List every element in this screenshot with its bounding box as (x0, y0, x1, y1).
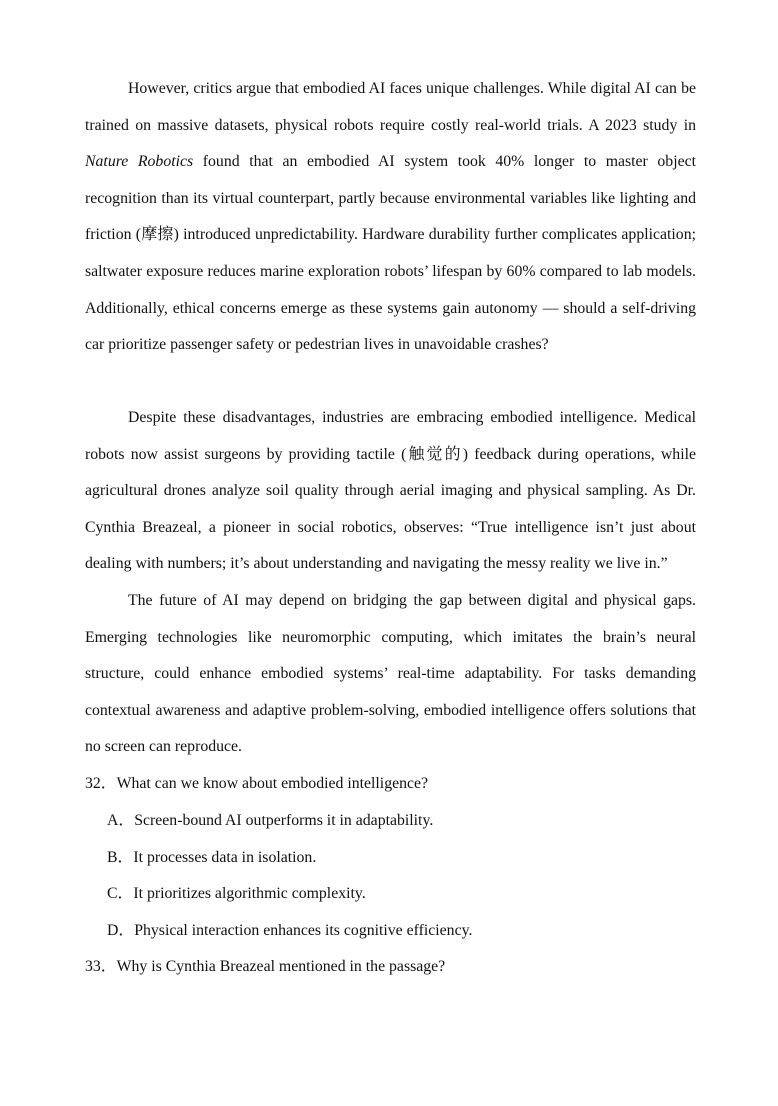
question-33-number: 33． (85, 958, 117, 975)
question-33-text: Why is Cynthia Breazeal mentioned in the passage? (116, 958, 446, 975)
option-a-letter: A． (107, 812, 135, 829)
question-33 (85, 949, 696, 986)
option-c[interactable] (107, 876, 472, 913)
option-a-text: Screen-bound AI outperforms it in adaptability. (134, 812, 434, 829)
question-32-text: What can we know about embodied intelligence? (116, 775, 429, 792)
option-b-letter: B． (107, 848, 134, 866)
option-b[interactable] (107, 840, 472, 877)
option-c-text: It prioritizes algorithmic complexity. (133, 885, 366, 903)
option-d[interactable] (107, 913, 472, 950)
question-32-number: 32． (85, 775, 117, 792)
option-d-text: Physical interaction enhances its cognitive efficiency. (134, 921, 473, 939)
paragraph-challenges (85, 71, 696, 364)
paragraph-challenges-text-end: found that an embodied AI system took 40% longer to master object recognition than its virtual counterpart, partly because environmental variables like lighting and friction (摩擦) introduced unpredictability. Hardware durability further complicates application; saltwater exposure reduces marine exploration robots’ lifespan by 60% compared to lab models. Additionally, ethical concerns emerge as these systems gain autonomy — should a self-driving car prioritize passenger safety or pedestrian lives in unavoidable crashes? (85, 153, 697, 354)
option-d-letter: D． (107, 921, 135, 939)
paragraph-challenges-text-start: However, critics argue that embodied AI faces unique challenges. While digital AI can be trained on massive datasets, physical robots require costly real-world trials. A 2023 study in (85, 80, 696, 134)
option-c-letter: C． (107, 885, 134, 903)
paragraph-future: The future of AI may depend on bridging the gap between digital and physical gaps. Emerging technologies like neuromorphic computing, which imitates the brain’s neural structure, could enhance embodied systems’ real-time adaptability. For tasks demanding contextual awareness and adaptive problem-solving, embodied intelligence offers solutions that no screen can reproduce. (85, 592, 696, 756)
paragraph-industries: Despite these disadvantages, industries are embracing embodied intelligence. Medical robots now assist surgeons by providing tactile (触觉的) feedback during operations, while agricultural drones analyze soil quality through aerial imaging and physical sampling. As Dr. Cynthia Breazeal, a pioneer in social robotics, observes: “True intelligence isn’t just about dealing with numbers; it’s about understanding and navigating the messy reality we live in.” (85, 409, 696, 573)
option-a[interactable] (107, 803, 472, 840)
question-32 (85, 766, 696, 803)
question-32-options (107, 803, 472, 949)
option-b-text: It processes data in isolation. (133, 848, 317, 866)
journal-title: Nature Robotics (85, 153, 194, 171)
